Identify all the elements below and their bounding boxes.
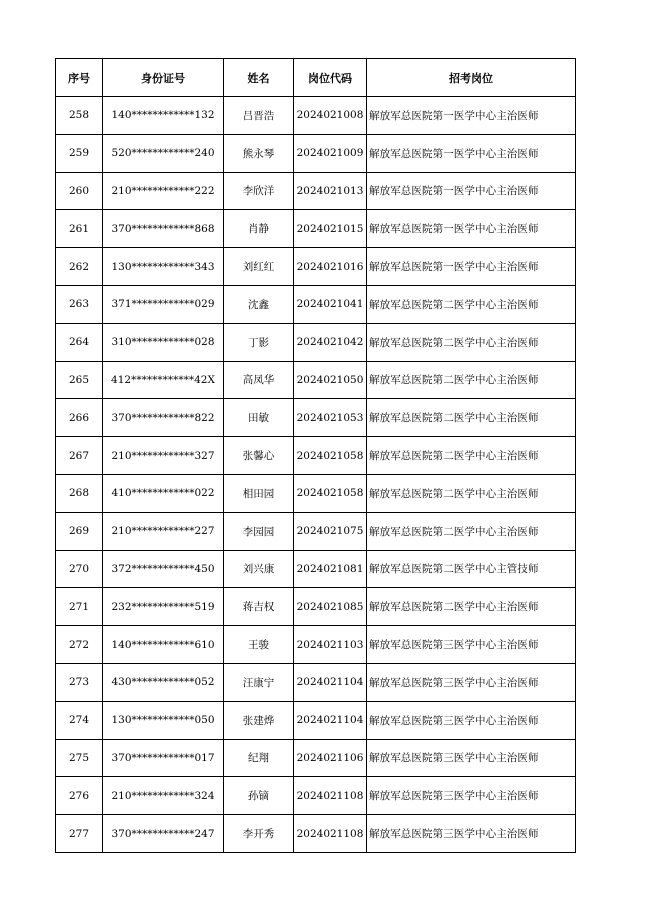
cell-id-number: 370************868 xyxy=(103,210,224,248)
cell-post-code: 2024021013 xyxy=(294,172,367,210)
cell-name: 李欣洋 xyxy=(224,172,294,210)
cell-name: 李园园 xyxy=(224,512,294,550)
candidate-table xyxy=(55,58,576,853)
cell-id-number: 410************022 xyxy=(103,474,224,512)
cell-post-code: 2024021108 xyxy=(294,815,367,853)
cell-post: 解放军总医院第一医学中心主治医师 xyxy=(367,172,576,210)
cell-post: 解放军总医院第一医学中心主治医师 xyxy=(367,97,576,135)
cell-seq: 262 xyxy=(56,248,103,286)
cell-id-number: 520************240 xyxy=(103,134,224,172)
table-row xyxy=(56,815,576,853)
cell-id-number: 232************519 xyxy=(103,588,224,626)
cell-name: 蒋吉权 xyxy=(224,588,294,626)
cell-name: 田敏 xyxy=(224,399,294,437)
cell-seq: 274 xyxy=(56,701,103,739)
cell-post: 解放军总医院第一医学中心主治医师 xyxy=(367,210,576,248)
cell-name: 相田园 xyxy=(224,474,294,512)
cell-id-number: 412************42X xyxy=(103,361,224,399)
header-id-number: 身份证号 xyxy=(103,59,224,97)
table-row xyxy=(56,172,576,210)
table-row xyxy=(56,361,576,399)
cell-name: 张馨心 xyxy=(224,437,294,475)
cell-post: 解放军总医院第三医学中心主治医师 xyxy=(367,663,576,701)
cell-name: 丁影 xyxy=(224,323,294,361)
cell-id-number: 210************227 xyxy=(103,512,224,550)
cell-name: 纪翔 xyxy=(224,739,294,777)
cell-post-code: 2024021053 xyxy=(294,399,367,437)
table-row xyxy=(56,663,576,701)
cell-name: 刘兴康 xyxy=(224,550,294,588)
cell-id-number: 370************247 xyxy=(103,815,224,853)
cell-name: 吕晋浩 xyxy=(224,97,294,135)
table-row xyxy=(56,248,576,286)
cell-name: 高凤华 xyxy=(224,361,294,399)
cell-seq: 270 xyxy=(56,550,103,588)
table-row xyxy=(56,285,576,323)
cell-post-code: 2024021015 xyxy=(294,210,367,248)
cell-post-code: 2024021085 xyxy=(294,588,367,626)
cell-name: 孙镝 xyxy=(224,777,294,815)
cell-post: 解放军总医院第二医学中心主治医师 xyxy=(367,512,576,550)
cell-post: 解放军总医院第三医学中心主治医师 xyxy=(367,777,576,815)
cell-id-number: 310************028 xyxy=(103,323,224,361)
table-row xyxy=(56,323,576,361)
table-row xyxy=(56,474,576,512)
header-name: 姓名 xyxy=(224,59,294,97)
table-row xyxy=(56,550,576,588)
header-post-code: 岗位代码 xyxy=(294,59,367,97)
table-row xyxy=(56,739,576,777)
cell-post-code: 2024021009 xyxy=(294,134,367,172)
cell-name: 刘红红 xyxy=(224,248,294,286)
header-row xyxy=(56,59,576,97)
table-body xyxy=(56,97,576,853)
cell-seq: 261 xyxy=(56,210,103,248)
cell-seq: 263 xyxy=(56,285,103,323)
cell-seq: 259 xyxy=(56,134,103,172)
cell-id-number: 371************029 xyxy=(103,285,224,323)
cell-name: 汪康宁 xyxy=(224,663,294,701)
cell-seq: 275 xyxy=(56,739,103,777)
cell-post-code: 2024021108 xyxy=(294,777,367,815)
cell-name: 肖静 xyxy=(224,210,294,248)
cell-seq: 271 xyxy=(56,588,103,626)
cell-name: 李开秀 xyxy=(224,815,294,853)
cell-seq: 267 xyxy=(56,437,103,475)
table-row xyxy=(56,437,576,475)
cell-post: 解放军总医院第三医学中心主治医师 xyxy=(367,626,576,664)
cell-post: 解放军总医院第二医学中心主治医师 xyxy=(367,285,576,323)
cell-post: 解放军总医院第二医学中心主管技师 xyxy=(367,550,576,588)
cell-seq: 272 xyxy=(56,626,103,664)
cell-post: 解放军总医院第二医学中心主治医师 xyxy=(367,474,576,512)
table-row xyxy=(56,626,576,664)
cell-post: 解放军总医院第二医学中心主治医师 xyxy=(367,323,576,361)
cell-post: 解放军总医院第二医学中心主治医师 xyxy=(367,588,576,626)
cell-post-code: 2024021103 xyxy=(294,626,367,664)
cell-seq: 273 xyxy=(56,663,103,701)
cell-post: 解放军总医院第二医学中心主治医师 xyxy=(367,399,576,437)
table-row xyxy=(56,399,576,437)
cell-post: 解放军总医院第二医学中心主治医师 xyxy=(367,361,576,399)
cell-id-number: 210************324 xyxy=(103,777,224,815)
cell-id-number: 372************450 xyxy=(103,550,224,588)
cell-post: 解放军总医院第三医学中心主治医师 xyxy=(367,739,576,777)
table-row xyxy=(56,588,576,626)
cell-post-code: 2024021041 xyxy=(294,285,367,323)
cell-id-number: 140************610 xyxy=(103,626,224,664)
table-row xyxy=(56,512,576,550)
cell-seq: 269 xyxy=(56,512,103,550)
cell-post-code: 2024021016 xyxy=(294,248,367,286)
cell-post-code: 2024021081 xyxy=(294,550,367,588)
cell-name: 沈鑫 xyxy=(224,285,294,323)
table-row xyxy=(56,701,576,739)
cell-post: 解放军总医院第三医学中心主治医师 xyxy=(367,701,576,739)
cell-id-number: 370************017 xyxy=(103,739,224,777)
cell-seq: 266 xyxy=(56,399,103,437)
cell-post-code: 2024021050 xyxy=(294,361,367,399)
header-post: 招考岗位 xyxy=(367,59,576,97)
cell-seq: 264 xyxy=(56,323,103,361)
cell-post-code: 2024021075 xyxy=(294,512,367,550)
cell-post: 解放军总医院第二医学中心主治医师 xyxy=(367,437,576,475)
cell-post-code: 2024021058 xyxy=(294,474,367,512)
cell-id-number: 130************050 xyxy=(103,701,224,739)
table-row xyxy=(56,777,576,815)
cell-name: 张建烨 xyxy=(224,701,294,739)
cell-seq: 258 xyxy=(56,97,103,135)
table-row xyxy=(56,97,576,135)
header-seq: 序号 xyxy=(56,59,103,97)
cell-id-number: 370************822 xyxy=(103,399,224,437)
cell-name: 熊永琴 xyxy=(224,134,294,172)
cell-id-number: 140************132 xyxy=(103,97,224,135)
cell-post-code: 2024021106 xyxy=(294,739,367,777)
cell-post-code: 2024021042 xyxy=(294,323,367,361)
table-header xyxy=(56,59,576,97)
cell-post: 解放军总医院第一医学中心主治医师 xyxy=(367,134,576,172)
cell-name: 王骏 xyxy=(224,626,294,664)
cell-seq: 277 xyxy=(56,815,103,853)
table-row xyxy=(56,134,576,172)
cell-seq: 276 xyxy=(56,777,103,815)
cell-post-code: 2024021104 xyxy=(294,701,367,739)
cell-post-code: 2024021058 xyxy=(294,437,367,475)
cell-post-code: 2024021008 xyxy=(294,97,367,135)
cell-seq: 260 xyxy=(56,172,103,210)
cell-id-number: 130************343 xyxy=(103,248,224,286)
cell-id-number: 210************222 xyxy=(103,172,224,210)
cell-post: 解放军总医院第一医学中心主治医师 xyxy=(367,248,576,286)
cell-id-number: 430************052 xyxy=(103,663,224,701)
cell-seq: 268 xyxy=(56,474,103,512)
cell-id-number: 210************327 xyxy=(103,437,224,475)
cell-post-code: 2024021104 xyxy=(294,663,367,701)
table-row xyxy=(56,210,576,248)
cell-post: 解放军总医院第三医学中心主治医师 xyxy=(367,815,576,853)
cell-seq: 265 xyxy=(56,361,103,399)
